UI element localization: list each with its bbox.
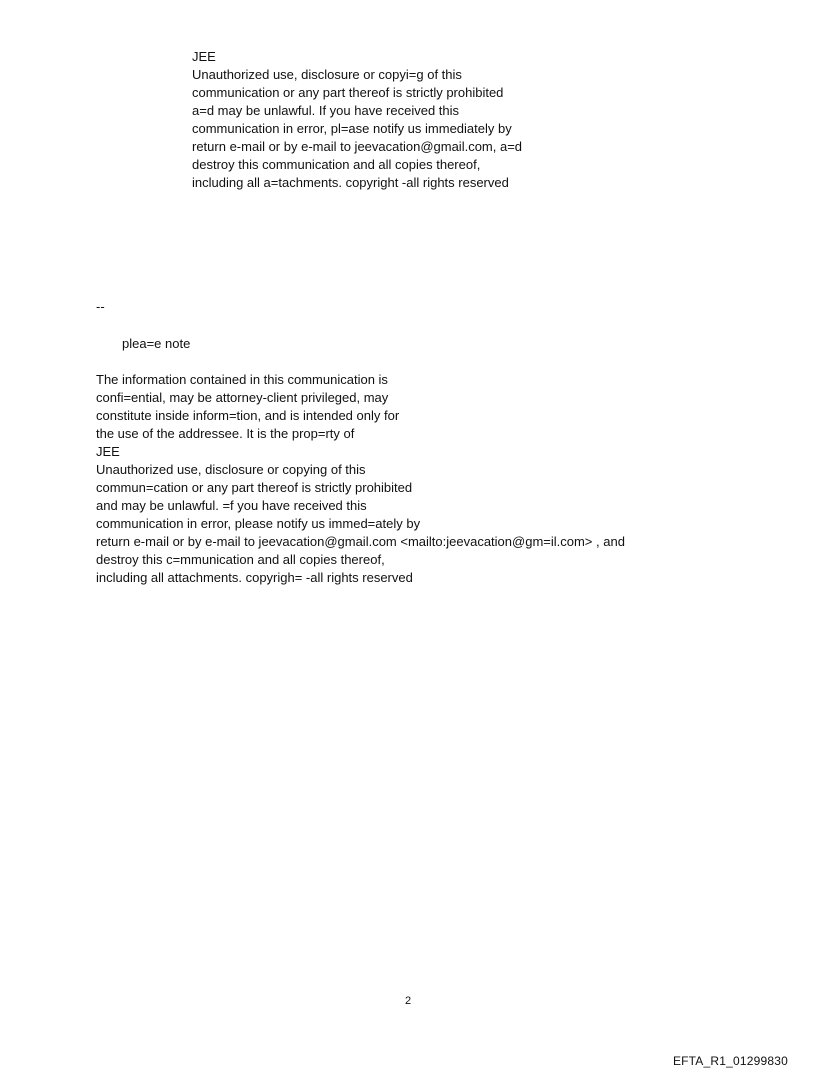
disclaimer-line: return e-mail or by e-mail to jeevacation@gmail.com, a=d [192,139,523,154]
disclaimer-line: Unauthorized use, disclosure or copying of this [96,462,366,477]
disclaimer-line: destroy this communication and all copies thereof, [192,157,481,172]
disclaimer-line: JEE [192,49,216,64]
disclaimer-line: return e-mail or by e-mail to jeevacation@gmail.com <mailto:jeevacation@gm=il.com> , and [96,534,625,549]
disclaimer-line: including all attachments. copyrigh= -all rights reserved [96,570,413,585]
signature-separator: -- [96,299,105,314]
disclaimer-line: communication in error, pl=ase notify us immediately by [192,121,512,136]
disclaimer-line: communication or any part thereof is strictly prohibited [192,85,504,100]
disclaimer-line: a=d may be unlawful. If you have received this [192,103,460,118]
note-line: plea=e note [122,336,191,351]
disclaimer-line: including all a=tachments. copyright -all rights reserved [192,175,509,190]
disclaimer-line: commun=cation or any part thereof is strictly prohibited [96,480,413,495]
disclaimer-line: destroy this c=mmunication and all copies thereof, [96,552,385,567]
disclaimer-line: JEE [96,444,120,459]
disclaimer-line: Unauthorized use, disclosure or copyi=g of this [192,67,462,82]
disclaimer-line: the use of the addressee. It is the prop=rty of [96,426,355,441]
disclaimer-line: communication in error, please notify us immed=ately by [96,516,421,531]
disclaimer-line: and may be unlawful. =f you have received this [96,498,367,513]
indented-disclaimer-block [192,48,522,192]
document-id-footer: EFTA_R1_01299830 [672,1054,788,1068]
page-number: 2 [404,995,412,1007]
disclaimer-line: constitute inside inform=tion, and is intended only for [96,408,400,423]
main-disclaimer-block [96,371,625,587]
disclaimer-line: confi=ential, may be attorney-client privileged, may [96,390,389,405]
disclaimer-line: The information contained in this communication is [96,372,388,387]
